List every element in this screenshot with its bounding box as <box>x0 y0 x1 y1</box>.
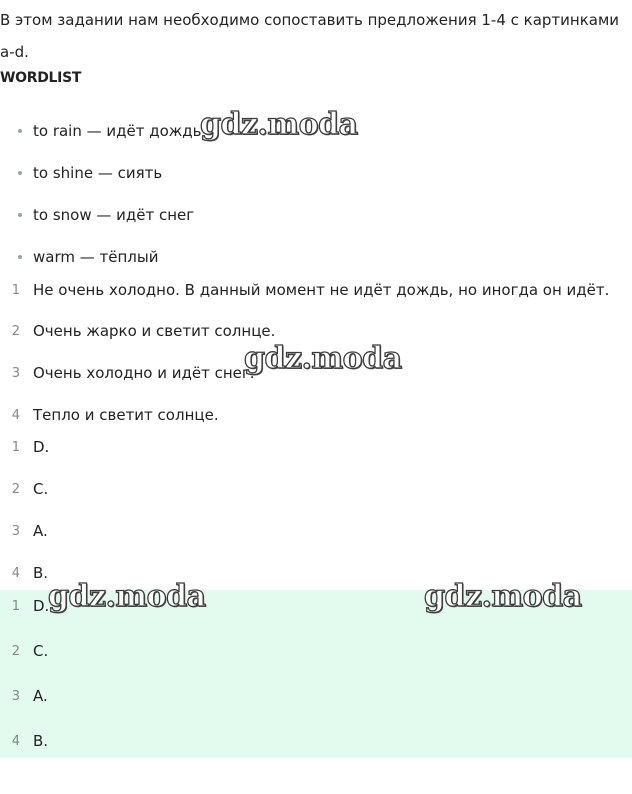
wordlist-item-text: to snow — идёт снег <box>33 206 195 224</box>
wordlist-item-text: to shine — сиять <box>33 164 163 182</box>
answer-text: D. <box>33 597 50 615</box>
wordlist-item <box>0 200 194 230</box>
answer-text: B. <box>33 564 49 582</box>
item-number: 1 <box>11 282 20 298</box>
sentence-text: Не очень холодно. В данный момент не идёт дождь, но иногда он идёт. <box>33 281 610 299</box>
sentence-text: Тепло и светит солнце. <box>33 406 219 424</box>
wordlist-item <box>0 242 158 272</box>
wordlist-title: WORDLIST <box>0 70 82 86</box>
watermark-logo: gdz.moda <box>48 579 206 614</box>
sentence-text: Очень холодно и идёт снег. <box>33 364 255 382</box>
item-number: 2 <box>11 643 20 659</box>
item-number: 3 <box>11 523 20 539</box>
answer-text: A. <box>33 522 48 540</box>
item-number: 1 <box>11 439 20 455</box>
sentence-item <box>0 275 609 305</box>
bullet-icon <box>18 213 22 217</box>
item-number: 4 <box>11 565 20 581</box>
wordlist-item <box>0 158 162 188</box>
highlighted-answers-box <box>0 590 632 758</box>
answer-item <box>0 591 49 621</box>
item-number: 2 <box>11 481 20 497</box>
answer-item <box>0 432 49 462</box>
answer-item <box>0 474 48 504</box>
item-number: 1 <box>11 598 20 614</box>
item-number: 4 <box>11 733 20 749</box>
answer-item <box>0 516 48 546</box>
item-number: 2 <box>11 323 20 339</box>
answer-text: C. <box>33 642 49 660</box>
answer-text: C. <box>33 480 49 498</box>
sentence-text: Очень жарко и светит солнце. <box>33 322 276 340</box>
item-number: 4 <box>11 407 20 423</box>
sentence-item <box>0 316 275 346</box>
sentence-item <box>0 400 219 430</box>
item-number: 3 <box>11 365 20 381</box>
answer-text: B. <box>33 732 49 750</box>
intro-paragraph: В этом задании нам необходимо сопоставить предложения 1-4 с картинками a-d. <box>0 11 620 61</box>
watermark-logo: gdz.moda <box>424 579 582 614</box>
item-number: 3 <box>11 688 20 704</box>
answer-item <box>0 558 48 588</box>
wordlist-item-text: to rain — идёт дождь <box>33 122 202 140</box>
watermark-logo: gdz.moda <box>200 107 358 142</box>
wordlist-item-text: warm — тёплый <box>33 248 159 266</box>
sentence-item <box>0 358 255 388</box>
watermark-logo: gdz.moda <box>244 341 402 376</box>
answer-text: D. <box>33 438 50 456</box>
bullet-icon <box>18 129 22 133</box>
bullet-icon <box>18 255 22 259</box>
bullet-icon <box>18 171 22 175</box>
answer-item <box>0 681 48 711</box>
answer-item <box>0 726 48 756</box>
answer-item <box>0 636 48 666</box>
wordlist-item <box>0 116 202 146</box>
answer-text: A. <box>33 687 48 705</box>
